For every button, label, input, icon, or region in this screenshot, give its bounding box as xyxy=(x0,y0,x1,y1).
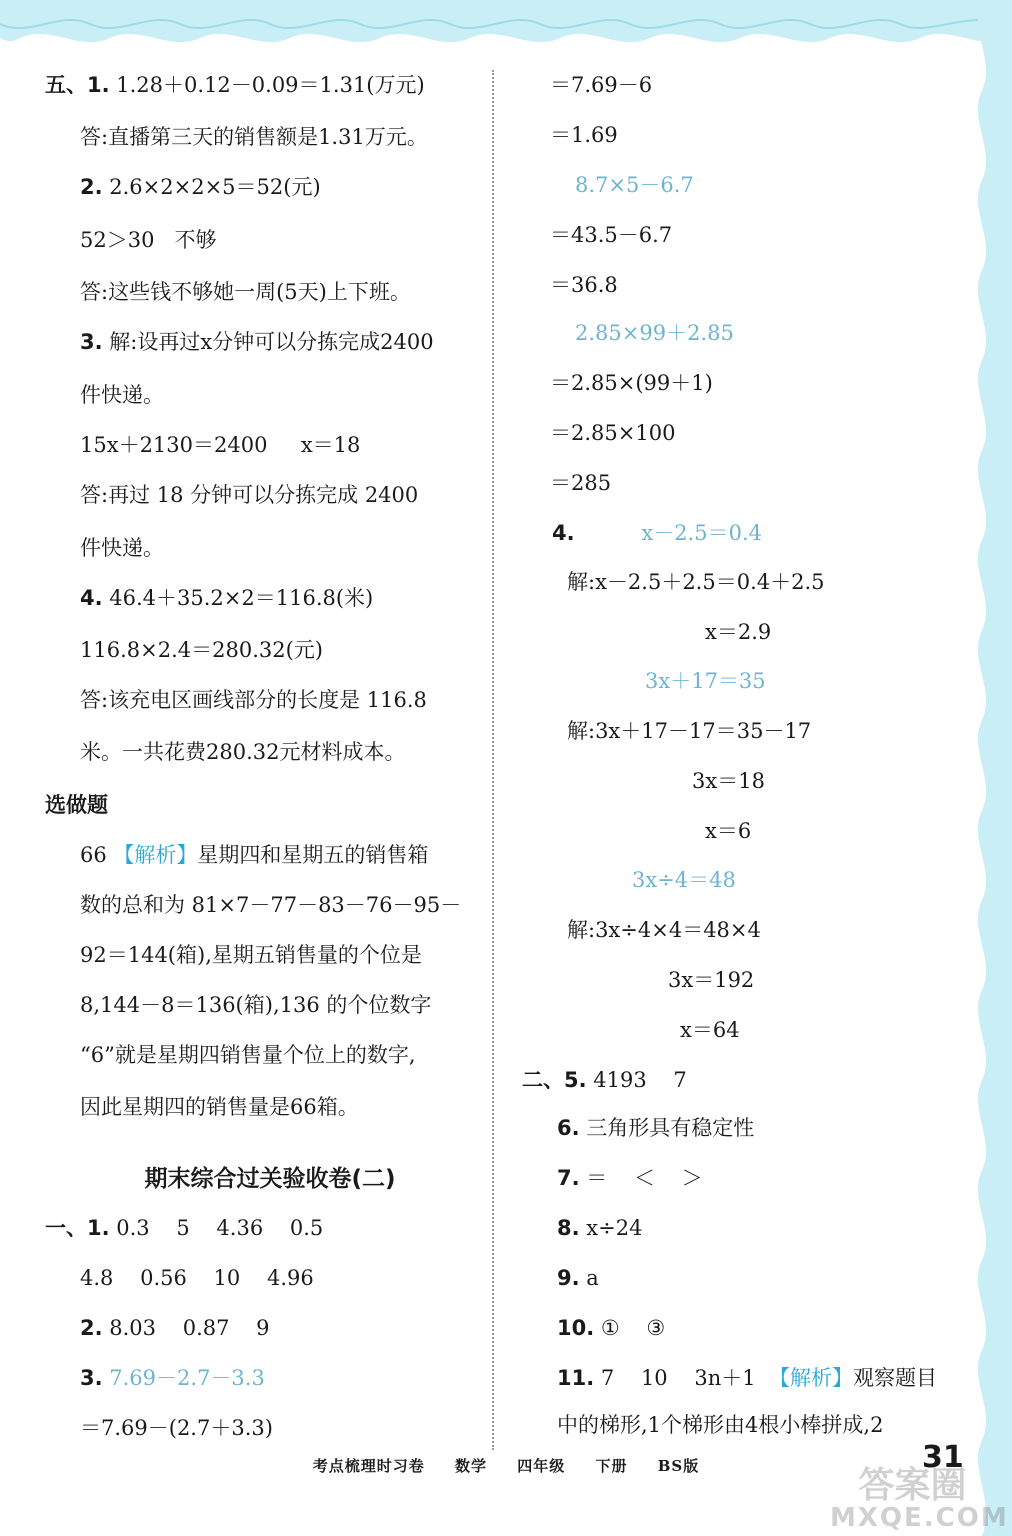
answer-text: 8,144－8＝136(箱),136 的个位数字 xyxy=(80,993,432,1017)
answer-text: 答:直播第三天的销售额是1.31万元。 xyxy=(80,125,428,149)
answer-text: ＝2.85×(99＋1) xyxy=(550,371,713,395)
answer-text: 答:该充电区画线部分的长度是 116.8 xyxy=(80,688,427,712)
answer-line xyxy=(80,1363,265,1393)
answer-line xyxy=(80,122,428,152)
answer-text: 件快递。 xyxy=(80,383,164,407)
question-number: 2. xyxy=(80,175,103,199)
answer-text: “6”就是星期四销售量个位上的数字, xyxy=(80,1043,416,1067)
answer-text: x＝2.9 xyxy=(705,620,772,644)
answer-text: 中的梯形,1个梯形由4根小棒拼成,2 xyxy=(557,1413,884,1437)
analysis-tag: 【解析】 xyxy=(768,1366,853,1390)
answer-line xyxy=(45,1213,323,1243)
answer-line xyxy=(80,737,405,767)
question-number: 3. xyxy=(80,1366,103,1390)
answer-line xyxy=(632,865,736,895)
answer-text: 解:x－2.5＋2.5＝0.4＋2.5 xyxy=(567,570,825,594)
answer-text: 4.8 0.56 10 4.96 xyxy=(80,1266,314,1290)
question-number: 7. xyxy=(557,1166,580,1190)
top-wave-border xyxy=(0,0,1012,60)
answer-line xyxy=(705,816,751,846)
question-number: 6. xyxy=(557,1116,580,1140)
analysis-tag: 【解析】 xyxy=(113,843,198,867)
question-number: 11. xyxy=(557,1366,595,1390)
answer-line xyxy=(557,1363,937,1393)
answer-line xyxy=(557,1263,599,1293)
answer-line xyxy=(80,380,164,410)
answer-line xyxy=(557,1163,703,1193)
answer-line xyxy=(80,990,431,1020)
answer-text: ＝285 xyxy=(550,471,612,495)
answer-line xyxy=(80,277,411,307)
answer-text: 答:这些钱不够她一周(5天)上下班。 xyxy=(80,280,411,304)
answer-text: 件快递。 xyxy=(80,536,164,560)
answer-line xyxy=(45,790,108,820)
problem-expression: 7.69－2.7－3.3 xyxy=(102,1366,265,1390)
answer-line xyxy=(522,1065,687,1095)
answer-line xyxy=(80,840,428,870)
footer-series: 考点梳理时习卷 xyxy=(312,1457,425,1475)
answer-text: x＝64 xyxy=(680,1018,740,1042)
answer-line xyxy=(705,617,771,647)
question-number: 选做题 xyxy=(45,793,108,817)
answer-text: 52＞30 不够 xyxy=(80,228,217,252)
answer-text: x÷24 xyxy=(579,1216,643,1240)
footer-edition: BS版 xyxy=(657,1457,700,1475)
answer-text: 7 10 3n＋1 xyxy=(594,1366,769,1390)
question-number: 10. xyxy=(557,1316,595,1340)
section-title: 期末综合过关验收卷(二) xyxy=(144,1166,396,1192)
answer-text: ① ③ xyxy=(594,1316,666,1340)
answer-text: 星期四和星期五的销售箱 xyxy=(197,843,429,867)
answer-text: 116.8×2.4＝280.32(元) xyxy=(80,638,323,662)
answer-text: 观察题目 xyxy=(852,1366,937,1390)
problem-expression: 3x÷4＝48 xyxy=(632,868,736,892)
answer-line xyxy=(550,270,618,300)
answer-line xyxy=(80,225,216,255)
answer-text: 解:设再过x分钟可以分拣完成2400 xyxy=(102,330,434,354)
answer-text: 66 xyxy=(80,843,114,867)
question-number: 五、1. xyxy=(45,73,110,97)
answer-text: 2.6×2×2×5＝52(元) xyxy=(102,175,321,199)
answer-text: 数的总和为 81×7－77－83－76－95－ xyxy=(80,893,462,917)
question-number: 一、1. xyxy=(45,1216,110,1240)
column-divider xyxy=(492,70,494,1450)
answer-text: ＝2.85×100 xyxy=(550,421,676,445)
answer-line xyxy=(550,220,672,250)
answer-line xyxy=(567,716,811,746)
answer-text: ＝7.69－(2.7＋3.3) xyxy=(80,1416,273,1440)
answer-text: 米。一共花费280.32元材料成本。 xyxy=(80,740,406,764)
answer-text: 1.28＋0.12－0.09＝1.31(万元) xyxy=(109,73,425,97)
answer-text: x＝6 xyxy=(705,819,752,843)
answer-line xyxy=(45,70,425,100)
answer-line xyxy=(575,318,734,348)
answer-text: 0.3 5 4.36 0.5 xyxy=(109,1216,324,1240)
question-number: 2. xyxy=(80,1316,103,1340)
question-number: 4. xyxy=(80,586,103,610)
answer-text: 三角形具有稳定性 xyxy=(579,1116,755,1140)
answer-line xyxy=(80,890,461,920)
answer-text: ＝43.5－6.7 xyxy=(550,223,673,247)
answer-text: 4193 7 xyxy=(586,1068,687,1092)
answer-text: ＝1.69 xyxy=(550,123,618,147)
answer-text: 8.03 0.87 9 xyxy=(102,1316,270,1340)
question-number: 3. xyxy=(80,330,103,354)
answer-line xyxy=(80,685,427,715)
answer-line xyxy=(552,518,762,548)
answer-line xyxy=(550,70,652,100)
answer-line xyxy=(80,533,164,563)
answer-line xyxy=(557,1313,665,1343)
answer-line xyxy=(80,635,323,665)
answer-text: 46.4＋35.2×2＝116.8(米) xyxy=(102,586,374,610)
answer-line xyxy=(80,1413,273,1443)
answer-line xyxy=(550,368,713,398)
answer-line xyxy=(550,120,618,150)
answer-text: ＝ ＜ ＞ xyxy=(579,1166,703,1190)
footer-volume: 下册 xyxy=(595,1457,628,1475)
watermark-url: MXQE.COM xyxy=(830,1503,1009,1533)
problem-expression: x－2.5＝0.4 xyxy=(574,521,762,545)
answer-text: 答:再过 18 分钟可以分拣完成 2400 xyxy=(80,483,419,507)
answer-line xyxy=(80,1092,359,1122)
answer-line xyxy=(557,1410,883,1440)
answer-line xyxy=(80,172,321,202)
answer-line xyxy=(645,666,766,696)
answer-text: 15x＋2130＝2400 x＝18 xyxy=(80,433,361,457)
answer-line xyxy=(680,1015,740,1045)
answer-line xyxy=(80,430,360,460)
right-wave-border xyxy=(952,0,1012,1536)
answer-line xyxy=(567,567,825,597)
answer-line xyxy=(80,480,418,510)
answer-text: 3x＝18 xyxy=(692,769,765,793)
answer-text: 92＝144(箱),星期五销售量的个位是 xyxy=(80,943,422,967)
answer-line xyxy=(80,1040,416,1070)
answer-text: 因此星期四的销售量是66箱。 xyxy=(80,1095,359,1119)
watermark-logo xyxy=(830,1465,1009,1533)
footer-subject: 数学 xyxy=(454,1457,487,1475)
question-number: 8. xyxy=(557,1216,580,1240)
answer-line xyxy=(80,940,422,970)
answer-line xyxy=(557,1113,754,1143)
footer-grade: 四年级 xyxy=(517,1457,566,1475)
question-number: 9. xyxy=(557,1266,580,1290)
watermark-text: 答案圈 xyxy=(858,1465,967,1506)
answer-line xyxy=(692,766,765,796)
answer-line xyxy=(575,170,694,200)
problem-expression: 2.85×99＋2.85 xyxy=(575,321,734,345)
answer-text: 3x＝192 xyxy=(668,968,755,992)
question-number: 二、5. xyxy=(522,1068,587,1092)
question-number: 4. xyxy=(552,521,575,545)
answer-line xyxy=(80,1263,314,1293)
answer-line xyxy=(567,915,761,945)
answer-line xyxy=(550,468,611,498)
answer-text: 解:3x÷4×4＝48×4 xyxy=(567,918,761,942)
answer-line xyxy=(80,1313,270,1343)
answer-text: 解:3x＋17－17＝35－17 xyxy=(567,719,812,743)
page-number: 31 xyxy=(922,1440,964,1475)
problem-expression: 3x＋17＝35 xyxy=(645,669,766,693)
answer-text: a xyxy=(579,1266,599,1290)
answer-text: ＝7.69－6 xyxy=(550,73,653,97)
answer-text: ＝36.8 xyxy=(550,273,618,297)
answer-line xyxy=(668,965,754,995)
problem-expression: 8.7×5－6.7 xyxy=(575,173,694,197)
answer-line xyxy=(550,418,675,448)
answer-line xyxy=(80,327,434,357)
answer-line xyxy=(557,1213,642,1243)
answer-line xyxy=(80,583,373,613)
